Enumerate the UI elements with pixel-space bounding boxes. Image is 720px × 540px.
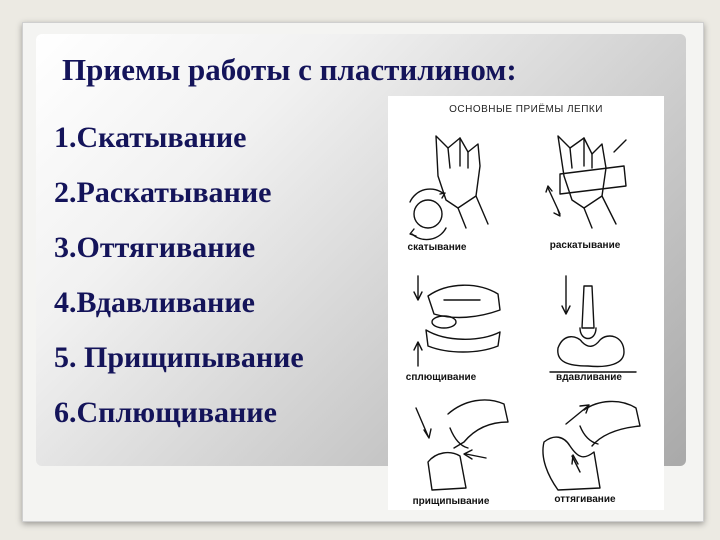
caption-rolling-out: раскатывание [549,240,621,251]
illustration-title: ОСНОВНЫЕ ПРИЁМЫ ЛЕПКИ [449,104,603,115]
caption-pinching: прищипывание [412,496,490,507]
pinching-drawing [416,400,508,490]
technique-item-4: 4.Вдавливание [54,286,255,319]
rolling-drawing [410,136,488,240]
technique-item-3: 3.Оттягивание [54,231,256,264]
pressing-drawing [550,276,636,372]
pulling-drawing [543,401,640,490]
illustration-drawings [388,96,664,510]
technique-item-1: 1.Скатывание [54,121,247,154]
rolling-out-drawing [546,136,626,228]
techniques-illustration [388,96,664,510]
slide-title: Приемы работы с пластилином: [62,52,517,87]
caption-flattening: сплющивание [405,372,477,383]
technique-item-6: 6.Сплющивание [54,396,277,429]
technique-item-5: 5. Прищипывание [54,341,304,374]
caption-pulling: оттягивание [554,494,616,505]
caption-rolling: скатывание [407,242,467,253]
caption-pressing: вдавливание [556,372,622,383]
technique-item-2: 2.Раскатывание [54,176,272,209]
flattening-drawing [414,276,500,366]
technique-list [54,110,304,440]
